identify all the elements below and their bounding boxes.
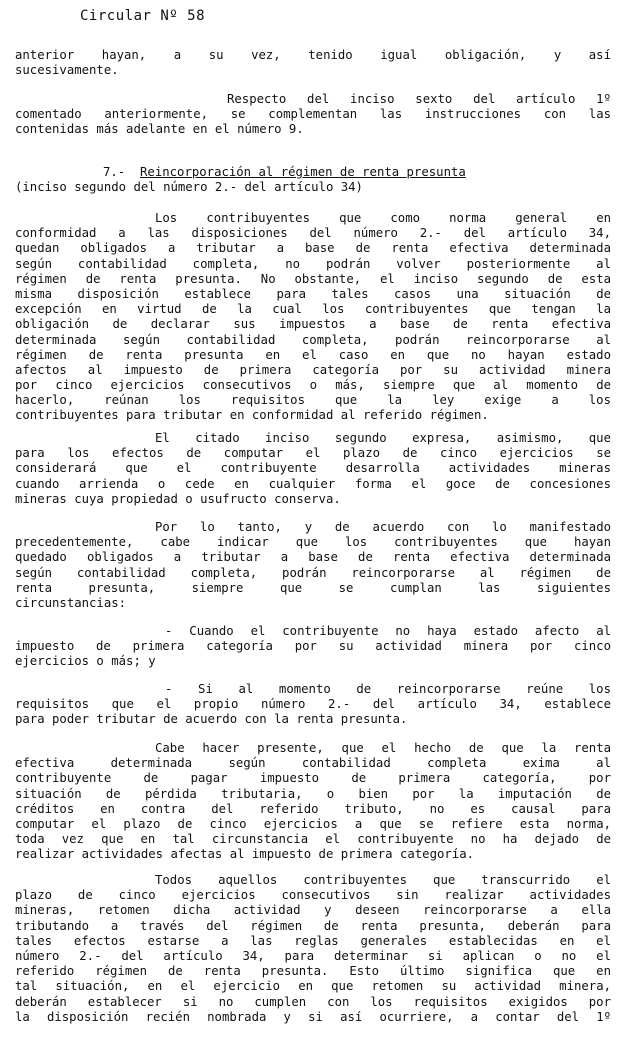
paragraph-todos-aquellos [15, 873, 611, 1025]
paragraph-continuation [15, 48, 611, 78]
text-line: computar el plazo de cinco ejercicios a que se refiere esta norma, [15, 816, 611, 831]
section-title: Reincorporación al régimen de renta presunta [140, 165, 466, 179]
text-line: referido régimen de renta presunta. Esto último significa que en [15, 964, 611, 979]
section-heading [15, 165, 611, 195]
text-line: régimen de renta presunta. No obstante, el inciso segundo de esta [15, 271, 611, 286]
text-line: Todos aquellos contribuyentes que transcurrido el [155, 873, 611, 887]
text-line: renta presunta, siempre que se cumplan las siguientes [15, 580, 611, 595]
page-header: Circular Nº 58 [80, 8, 206, 24]
text-line: Los contribuyentes que como norma general en [155, 211, 611, 225]
text-line: mineras cuya propiedad o usufructo conserva. [15, 491, 341, 506]
text-line: según contabilidad completa, no podrán volver posteriormente al [15, 256, 611, 271]
text-line: misma disposición establece para tales casos una situación de [15, 286, 611, 301]
text-line: deberán establecer si no cumplen con los requisitos exigidos por [15, 994, 611, 1009]
text-line: hacerlo, reúnan los requisitos que la ley exige a los [15, 393, 611, 408]
text-line: considerará que el contribuyente desarrolla actividades mineras [15, 461, 611, 476]
list-item-condition-1 [15, 624, 611, 670]
text-line: tributando a través del régimen de renta presunta, deberán para [15, 918, 611, 933]
text-line: tales efectos estarse a las reglas generales establecidas en el [15, 933, 611, 948]
text-line: efectiva determinada según contabilidad completa exima al [15, 756, 611, 771]
paragraph-cabe-hacer-presente [15, 741, 611, 863]
text-line: anterior hayan, a su vez, tenido igual obligación, y así [15, 48, 611, 62]
paragraph-contribuyentes [15, 211, 611, 424]
text-line: según contabilidad completa, podrán reincorporarse al régimen de [15, 565, 611, 580]
text-line: impuesto de primera categoría por su actividad minera por cinco [15, 639, 611, 654]
text-line: contribuyente de pagar impuesto de primera categoría, por [15, 771, 611, 786]
text-line: afectos al impuesto de primera categoría por su actividad minera [15, 362, 611, 377]
text-line: ejercicios o más; y [15, 654, 156, 669]
text-line: Por lo tanto, y de acuerdo con lo manifestado [155, 520, 611, 534]
text-line: número 2.- del artículo 34, para determinar si aplican o no el [15, 948, 611, 963]
paragraph-citado-inciso [15, 431, 611, 507]
text-line: Cabe hacer presente, que el hecho de que la renta [155, 741, 611, 755]
paragraph-inciso-sexto [15, 92, 611, 138]
text-line: contribuyentes para tributar en conformidad al referido régimen. [15, 408, 489, 423]
text-line: quedan obligados a tributar a base de renta efectiva determinada [15, 241, 611, 256]
text-line: cuando arrienda o cede en cualquier forma el goce de concesiones [15, 476, 611, 491]
text-line: plazo de cinco ejercicios consecutivos sin realizar actividades [15, 888, 611, 903]
text-line: obligación de declarar sus impuestos a base de renta efectiva [15, 317, 611, 332]
text-line: circunstancias: [15, 595, 127, 610]
text-line: El citado inciso segundo expresa, asimismo, que [155, 431, 611, 445]
text-line: para poder tributar de acuerdo con la renta presunta. [15, 712, 408, 727]
text-line: comentado anteriormente, se complementan las instrucciones con las [15, 107, 611, 122]
list-item-condition-2 [15, 682, 611, 728]
section-number: 7.- [103, 165, 126, 179]
text-line: situación de pérdida tributaria, o bien por la imputación de [15, 786, 611, 801]
section-subtitle: (inciso segundo del número 2.- del artículo 34) [15, 180, 363, 195]
section-title-line [15, 165, 611, 180]
paragraph-por-lo-tanto [15, 520, 611, 611]
text-line: - Cuando el contribuyente no haya estado afecto al [165, 624, 611, 638]
text-line: Respecto del inciso sexto del artículo 1º [227, 92, 611, 106]
text-line: realizar actividades afectas al impuesto de primera categoría. [15, 847, 475, 862]
text-line: - Si al momento de reincorporarse reúne los [165, 682, 611, 696]
text-line: créditos en contra del referido tributo, no es causal para [15, 801, 611, 816]
text-line: la disposición recién nombrada y si así ocurriere, a contar del 1º [15, 1009, 611, 1024]
text-line: contenidas más adelante en el número 9. [15, 122, 304, 137]
text-line: para los efectos de computar el plazo de cinco ejercicios se [15, 446, 611, 461]
text-line: tal situación, en el ejercicio en que retomen su actividad minera, [15, 979, 611, 994]
text-line: mineras, retomen dicha actividad y deseen reincorporarse a ella [15, 903, 611, 918]
text-line: sucesivamente. [15, 63, 119, 78]
text-line: determinada según contabilidad completa, podrán reincorporarse al [15, 332, 611, 347]
text-line: quedado obligados a tributar a base de renta efectiva determinada [15, 550, 611, 565]
text-line: conformidad a las disposiciones del número 2.- del artículo 34, [15, 226, 611, 241]
text-line: toda vez que en tal circunstancia el contribuyente no ha dejado de [15, 832, 611, 847]
text-line: régimen de renta presunta en el caso en que no hayan estado [15, 347, 611, 362]
text-line: por cinco ejercicios consecutivos o más, siempre que al momento de [15, 378, 611, 393]
text-line: precedentemente, cabe indicar que los contribuyentes que hayan [15, 535, 611, 550]
text-line: requisitos que el propio número 2.- del artículo 34, establece [15, 697, 611, 712]
text-line: excepción en virtud de la cual los contribuyentes que tengan la [15, 302, 611, 317]
